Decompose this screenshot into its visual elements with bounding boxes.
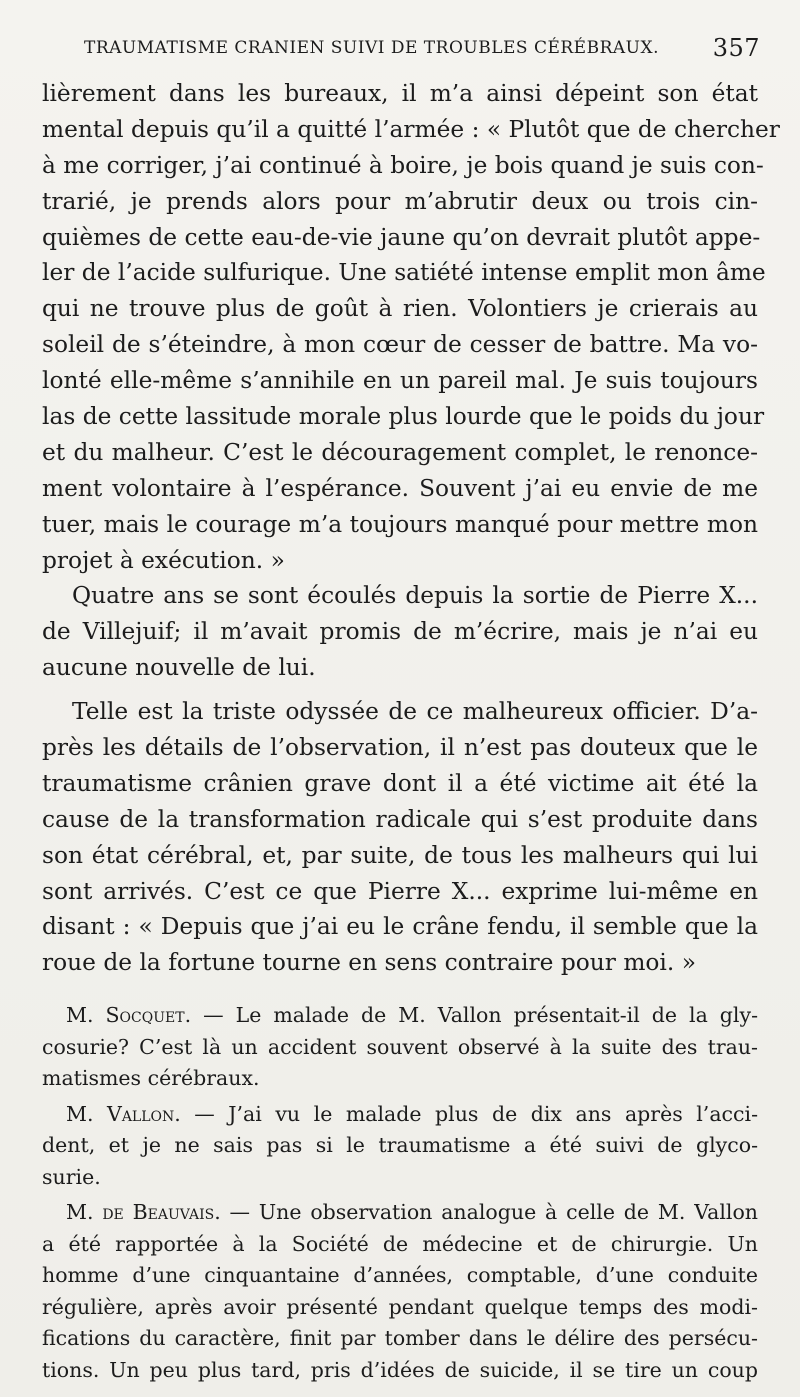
speaker-name: M. Vallon. <box>66 1101 181 1126</box>
text-line: cosurie? C’est là un accident souvent observé à la suite des trau- <box>42 1034 758 1059</box>
text-line: fications du caractère, finit par tomber dans le délire des persécu- <box>42 1326 758 1350</box>
speaker-name: M. Socquet. <box>66 1003 192 1027</box>
paragraph <box>42 694 758 981</box>
text-line: aucune nouvelle de lui. <box>42 654 316 682</box>
text-line: roue de la fortune tourne en sens contraire pour moi. » <box>42 949 696 977</box>
text-line: dent, et je ne sais pas si le traumatisme a été suivi de glyco- <box>42 1133 758 1157</box>
text-line: las de cette lassitude morale plus lourde que le poids du jour <box>42 403 765 431</box>
text-line: régulière, après avoir présenté pendant quelque temps des modi- <box>42 1294 758 1319</box>
text-line: a été rapportée à la Société de médecine et de chirurgie. Un <box>42 1231 758 1256</box>
discussion-section <box>42 1000 758 1386</box>
discussion-entry <box>42 1000 758 1095</box>
text-line: qui ne trouve plus de goût à rien. Volontiers je crierais au <box>42 295 758 323</box>
paragraph <box>42 76 780 578</box>
speech-text: — Une observation analogue à celle de M. Vallon <box>220 1200 758 1224</box>
text-line: à me corriger, j’ai continué à boire, je bois quand je suis con- <box>42 151 764 179</box>
discussion-entry <box>42 1197 758 1386</box>
text-line: et du malheur. C’est le découragement complet, le renonce- <box>42 438 758 466</box>
text-line: homme d’une cinquantaine d’années, comptable, d’une conduite <box>42 1263 758 1287</box>
text-line <box>42 1197 758 1229</box>
discussion-entry <box>42 1099 758 1194</box>
running-title: TRAUMATISME CRANIEN SUIVI DE TROUBLES CÉRÉBRAUX. <box>84 38 659 58</box>
text-line: surie. <box>42 1164 101 1189</box>
main-text <box>42 76 780 981</box>
text-line: sont arrivés. C’est ce que Pierre X... exprime lui-même en <box>42 877 758 905</box>
text-line: trarié, je prends alors pour m’abrutir deux ou trois cin- <box>42 187 758 215</box>
text-line: mental depuis qu’il a quitté l’armée : « Plutôt que de chercher <box>42 115 780 143</box>
text-line: cause de la transformation radicale qui s’est produite dans <box>42 805 758 833</box>
text-line: de Villejuif; il m’avait promis de m’écrire, mais je n’ai eu <box>42 618 758 646</box>
text-line: lonté elle-même s’annihile en un pareil mal. Je suis toujours <box>42 367 758 395</box>
text-line: tuer, mais le courage m’a toujours manqué pour mettre mon <box>42 510 758 538</box>
text-line: disant : « Depuis que j’ai eu le crâne fendu, il semble que la <box>42 913 758 941</box>
speech-text: — Le malade de M. Vallon présentait-il de la gly- <box>191 1003 758 1027</box>
text-line: soleil de s’éteindre, à mon cœur de cesser de battre. Ma vo- <box>42 331 758 359</box>
speech-text: — J’ai vu le malade plus de dix ans après l’acci- <box>180 1101 758 1126</box>
text-line: projet à exécution. » <box>42 546 285 574</box>
text-line: quièmes de cette eau-de-vie jaune qu’on devrait plutôt appe- <box>42 223 761 251</box>
running-head <box>60 34 760 70</box>
text-line: près les détails de l’observation, il n’est pas douteux que le <box>42 734 758 762</box>
page-number: 357 <box>712 34 760 62</box>
text-line <box>42 1099 758 1131</box>
text-line: Telle est la triste odyssée de ce malheureux officier. D’a- <box>72 698 758 726</box>
text-line: traumatisme crânien grave dont il a été victime ait été la <box>42 769 758 797</box>
text-line: ler de l’acide sulfurique. Une satiété intense emplit mon âme <box>42 259 766 287</box>
text-line: tions. Un peu plus tard, pris d’idées de suicide, il se tire un coup <box>42 1357 758 1382</box>
text-line: Quatre ans se sont écoulés depuis la sortie de Pierre X... <box>72 582 758 610</box>
text-line: matismes cérébraux. <box>42 1066 260 1090</box>
paragraph <box>42 578 758 686</box>
text-line: ment volontaire à l’espérance. Souvent j’ai eu envie de me <box>42 474 758 502</box>
text-line: lièrement dans les bureaux, il m’a ainsi dépeint son état <box>42 80 758 107</box>
speaker-name: M. de Beauvais. <box>66 1200 221 1224</box>
text-line: son état cérébral, et, par suite, de tous les malheurs qui lui <box>42 841 758 869</box>
text-line <box>42 1000 758 1032</box>
